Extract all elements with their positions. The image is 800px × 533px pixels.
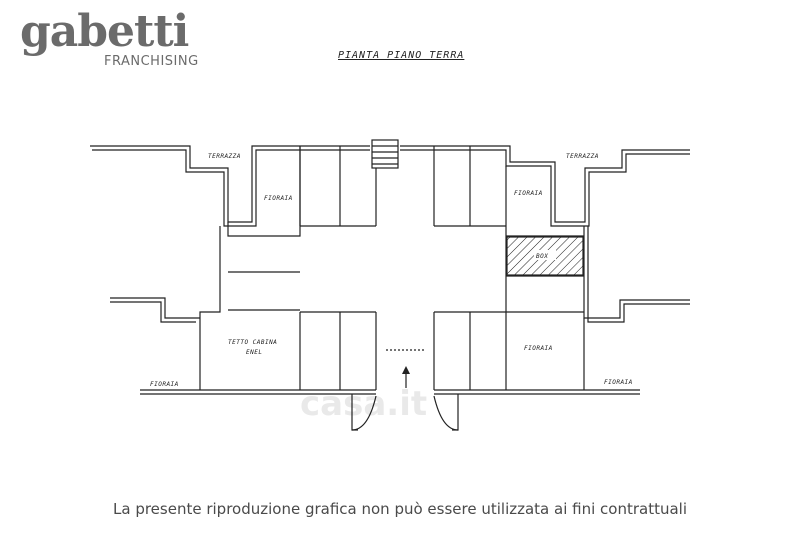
label-fioraia-bottom-left: FIORAIA (150, 381, 179, 388)
label-tetto-cabina: TETTO CABINA (228, 339, 278, 346)
label-fioraia-far-right: FIORAIA (604, 379, 633, 386)
plan-walls (90, 140, 690, 430)
plan-title: PIANTA PIANO TERRA (338, 50, 465, 61)
logo-subtitle: FRANCHISING (104, 54, 199, 69)
entrance-arrow (402, 366, 410, 388)
label-terrazza-right: TERRAZZA (566, 153, 599, 160)
label-fioraia-top-right: FIORAIA (514, 190, 543, 197)
label-enel: ENEL (246, 349, 263, 356)
label-fioraia-top-left: FIORAIA (264, 195, 293, 202)
label-box: BOX (536, 253, 549, 260)
disclaimer-text: La presente riproduzione grafica non può essere utilizzata ai fini contrattuali (113, 500, 687, 518)
logo-wordmark: gabetti (20, 6, 189, 57)
label-fioraia-bottom-right: FIORAIA (524, 345, 553, 352)
label-terrazza-left: TERRAZZA (208, 153, 241, 160)
watermark: casa.it (300, 384, 428, 424)
